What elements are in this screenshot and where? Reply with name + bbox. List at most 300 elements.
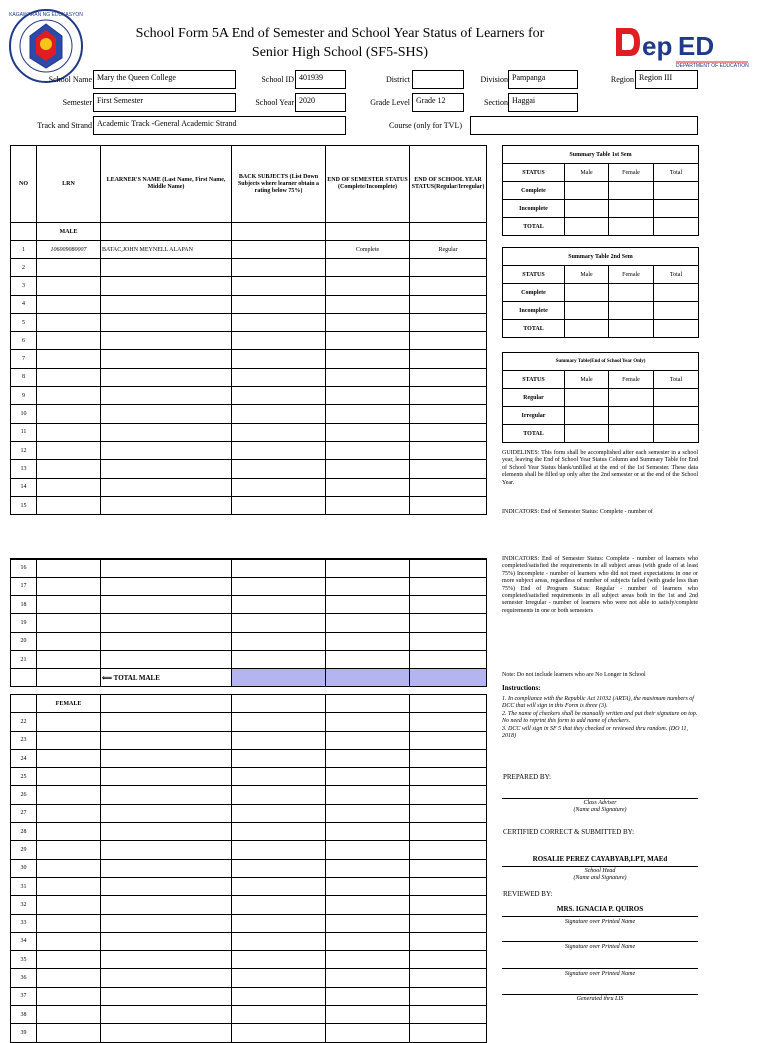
row-lrn[interactable] xyxy=(37,350,101,368)
row-sem-status[interactable] xyxy=(326,423,410,441)
head-name-sig-caption: (Name and Signature) xyxy=(573,875,627,881)
row-sy-status[interactable] xyxy=(410,786,487,804)
row-back-subjects[interactable] xyxy=(232,460,326,478)
row-back-subjects[interactable] xyxy=(232,241,326,259)
row-sem-status[interactable]: Complete xyxy=(326,241,410,259)
row-sem-status[interactable] xyxy=(326,987,410,1005)
row-lrn[interactable] xyxy=(37,577,101,595)
row-learner-name[interactable] xyxy=(101,368,232,386)
row-learner-name[interactable] xyxy=(101,577,232,595)
row-learner-name[interactable] xyxy=(101,405,232,423)
row-sem-status[interactable] xyxy=(326,859,410,877)
row-sem-status[interactable] xyxy=(326,804,410,822)
row-no: 38 xyxy=(11,1006,37,1024)
row-sem-status[interactable] xyxy=(326,749,410,767)
row-no: 27 xyxy=(11,804,37,822)
row-sy-status[interactable] xyxy=(410,313,487,331)
row-lrn[interactable] xyxy=(37,387,101,405)
row-learner-name[interactable] xyxy=(101,259,232,277)
row-sy-status[interactable] xyxy=(410,1006,487,1024)
row-no: 7 xyxy=(11,350,37,368)
row-no: 2 xyxy=(11,259,37,277)
row-sem-status[interactable] xyxy=(326,632,410,650)
summary-table-1st-sem xyxy=(502,145,699,236)
table-row[interactable] xyxy=(11,350,487,368)
row-sem-status[interactable] xyxy=(326,786,410,804)
indicators-cut-text: INDICATORS: End of Semester Status: Complete - number of xyxy=(502,509,653,515)
table-row[interactable] xyxy=(11,478,487,496)
row-learner-name[interactable] xyxy=(101,478,232,496)
adviser-signature-line[interactable] xyxy=(502,798,698,799)
row-sy-status[interactable] xyxy=(410,731,487,749)
row-sem-status[interactable] xyxy=(326,460,410,478)
table-row[interactable] xyxy=(11,987,487,1005)
row-back-subjects[interactable] xyxy=(232,496,326,514)
row-back-subjects[interactable] xyxy=(232,368,326,386)
checker-signature-line-2[interactable] xyxy=(502,941,698,942)
row-sy-status[interactable] xyxy=(410,749,487,767)
row-learner-name[interactable] xyxy=(101,332,232,350)
row-sem-status[interactable] xyxy=(326,1024,410,1042)
row-lrn[interactable] xyxy=(37,804,101,822)
row-lrn[interactable] xyxy=(37,423,101,441)
region-label: Region xyxy=(610,75,634,84)
row-sy-status[interactable] xyxy=(410,841,487,859)
table-row[interactable] xyxy=(11,614,487,632)
table-row[interactable] xyxy=(11,896,487,914)
row-back-subjects[interactable] xyxy=(232,332,326,350)
row-learner-name[interactable] xyxy=(101,804,232,822)
row-learner-name[interactable] xyxy=(101,896,232,914)
row-learner-name[interactable] xyxy=(101,387,232,405)
row-lrn[interactable] xyxy=(37,313,101,331)
row-back-subjects[interactable] xyxy=(232,786,326,804)
row-sy-status[interactable] xyxy=(410,987,487,1005)
row-lrn[interactable] xyxy=(37,713,101,731)
table-row[interactable] xyxy=(11,632,487,650)
row-back-subjects[interactable] xyxy=(232,896,326,914)
row-sy-status[interactable] xyxy=(410,387,487,405)
table-row[interactable] xyxy=(11,596,487,614)
district-field[interactable] xyxy=(412,70,464,89)
row-back-subjects[interactable] xyxy=(232,441,326,459)
row-learner-name[interactable] xyxy=(101,932,232,950)
row-lrn[interactable] xyxy=(37,441,101,459)
row-back-subjects[interactable] xyxy=(232,313,326,331)
row-sy-status[interactable] xyxy=(410,768,487,786)
row-no: 12 xyxy=(11,441,37,459)
table-row[interactable] xyxy=(11,768,487,786)
row-lrn[interactable] xyxy=(37,460,101,478)
row-sy-status[interactable] xyxy=(410,614,487,632)
row-lrn[interactable] xyxy=(37,478,101,496)
summary1-title: Summary Table 1st Sem xyxy=(503,146,699,164)
learners-table-page2 xyxy=(10,558,487,1043)
table-row[interactable] xyxy=(11,841,487,859)
row-lrn[interactable] xyxy=(37,786,101,804)
row-learner-name[interactable] xyxy=(101,1024,232,1042)
row-no: 10 xyxy=(11,405,37,423)
row-lrn[interactable] xyxy=(37,1006,101,1024)
row-sy-status[interactable] xyxy=(410,823,487,841)
row-sy-status[interactable] xyxy=(410,577,487,595)
table-row[interactable] xyxy=(11,914,487,932)
school-year-field[interactable]: 2020 xyxy=(295,93,346,112)
row-no: 31 xyxy=(11,877,37,895)
row-sem-status[interactable] xyxy=(326,731,410,749)
row-lrn[interactable] xyxy=(37,859,101,877)
form-title-line2: Senior High School (SF5-SHS) xyxy=(251,45,429,60)
col-header-name: LEARNER'S NAME (Last Name, First Name, Middle Name) xyxy=(101,146,232,223)
school-name-label: School Name xyxy=(48,75,92,84)
row-sy-status[interactable]: Regular xyxy=(410,241,487,259)
row-learner-name[interactable] xyxy=(101,559,232,577)
school-head-caption: School Head xyxy=(584,868,616,874)
row-lrn[interactable] xyxy=(37,749,101,767)
row-no: 18 xyxy=(11,596,37,614)
row-learner-name[interactable] xyxy=(101,786,232,804)
row-lrn[interactable]: 106009080007 xyxy=(37,241,101,259)
row-sy-status[interactable] xyxy=(410,423,487,441)
table-row[interactable] xyxy=(11,1006,487,1024)
row-lrn[interactable] xyxy=(37,277,101,295)
row-back-subjects[interactable] xyxy=(232,804,326,822)
row-sem-status[interactable] xyxy=(326,932,410,950)
row-back-subjects[interactable] xyxy=(232,596,326,614)
col-header-back-subjects: BACK SUBJECTS (List Down Subjects where learner obtain a rating below 75%) xyxy=(232,146,326,223)
row-sem-status[interactable] xyxy=(326,577,410,595)
table-row[interactable] xyxy=(11,650,487,668)
row-sem-status[interactable] xyxy=(326,614,410,632)
row-sy-status[interactable] xyxy=(410,295,487,313)
row-sem-status[interactable] xyxy=(326,559,410,577)
row-back-subjects[interactable] xyxy=(232,969,326,987)
row-no: 24 xyxy=(11,749,37,767)
table-row[interactable] xyxy=(11,423,487,441)
total-male-back xyxy=(232,669,326,687)
row-sy-status[interactable] xyxy=(410,713,487,731)
row-back-subjects[interactable] xyxy=(232,614,326,632)
row-lrn[interactable] xyxy=(37,650,101,668)
row-back-subjects[interactable] xyxy=(232,932,326,950)
row-lrn[interactable] xyxy=(37,969,101,987)
division-field[interactable]: Pampanga xyxy=(508,70,578,89)
row-learner-name[interactable] xyxy=(101,987,232,1005)
row-no: 3 xyxy=(11,277,37,295)
row-back-subjects[interactable] xyxy=(232,987,326,1005)
row-lrn[interactable] xyxy=(37,405,101,423)
row-sy-status[interactable] xyxy=(410,632,487,650)
row-lrn[interactable] xyxy=(37,1024,101,1042)
row-sy-status[interactable] xyxy=(410,277,487,295)
summary2-row-total: TOTAL xyxy=(503,320,565,338)
row-sy-status[interactable] xyxy=(410,932,487,950)
row-no: 23 xyxy=(11,731,37,749)
row-sem-status[interactable] xyxy=(326,768,410,786)
table-row[interactable] xyxy=(11,332,487,350)
summary1-row-total: TOTAL xyxy=(503,218,565,236)
row-back-subjects[interactable] xyxy=(232,350,326,368)
row-sem-status[interactable] xyxy=(326,969,410,987)
table-row[interactable] xyxy=(11,859,487,877)
table-row[interactable] xyxy=(11,259,487,277)
row-sy-status[interactable] xyxy=(410,350,487,368)
summary3-col-total: Total xyxy=(654,371,699,389)
row-back-subjects[interactable] xyxy=(232,914,326,932)
row-sy-status[interactable] xyxy=(410,650,487,668)
head-signature-line[interactable] xyxy=(502,866,698,867)
row-sem-status[interactable] xyxy=(326,259,410,277)
row-sem-status[interactable] xyxy=(326,951,410,969)
row-learner-name[interactable] xyxy=(101,731,232,749)
table-row[interactable] xyxy=(11,713,487,731)
row-lrn[interactable] xyxy=(37,932,101,950)
table-row[interactable] xyxy=(11,786,487,804)
row-back-subjects[interactable] xyxy=(232,731,326,749)
table-row[interactable] xyxy=(11,441,487,459)
row-back-subjects[interactable] xyxy=(232,768,326,786)
table-row[interactable] xyxy=(11,313,487,331)
school-name-field[interactable]: Mary the Queen College xyxy=(93,70,236,89)
row-back-subjects[interactable] xyxy=(232,478,326,496)
row-learner-name[interactable] xyxy=(101,423,232,441)
row-learner-name[interactable] xyxy=(101,632,232,650)
row-sy-status[interactable] xyxy=(410,859,487,877)
row-lrn[interactable] xyxy=(37,596,101,614)
row-back-subjects[interactable] xyxy=(232,749,326,767)
grade-level-label: Grade Level xyxy=(370,98,410,107)
row-sem-status[interactable] xyxy=(326,441,410,459)
row-learner-name[interactable] xyxy=(101,768,232,786)
row-back-subjects[interactable] xyxy=(232,632,326,650)
summary1-row-complete: Complete xyxy=(503,182,565,200)
row-learner-name[interactable] xyxy=(101,496,232,514)
section-field[interactable]: Haggai xyxy=(508,93,578,112)
row-sem-status[interactable] xyxy=(326,713,410,731)
row-sy-status[interactable] xyxy=(410,1024,487,1042)
row-learner-name[interactable] xyxy=(101,277,232,295)
track-field[interactable]: Academic Track -General Academic Strand xyxy=(93,116,346,135)
region-field[interactable]: Region III xyxy=(635,70,698,89)
row-back-subjects[interactable] xyxy=(232,423,326,441)
row-sem-status[interactable] xyxy=(326,350,410,368)
row-learner-name[interactable] xyxy=(101,1006,232,1024)
summary1-col-male: Male xyxy=(565,164,609,182)
row-lrn[interactable] xyxy=(37,987,101,1005)
row-lrn[interactable] xyxy=(37,295,101,313)
semester-field[interactable]: First Semester xyxy=(93,93,236,112)
table-row[interactable] xyxy=(11,877,487,895)
row-sem-status[interactable] xyxy=(326,841,410,859)
row-learner-name[interactable] xyxy=(101,350,232,368)
row-learner-name[interactable] xyxy=(101,749,232,767)
table-row[interactable] xyxy=(11,577,487,595)
row-lrn[interactable] xyxy=(37,731,101,749)
summary-table-end-of-year xyxy=(502,352,699,443)
row-sem-status[interactable] xyxy=(326,313,410,331)
row-sem-status[interactable] xyxy=(326,496,410,514)
row-sy-status[interactable] xyxy=(410,804,487,822)
row-back-subjects[interactable] xyxy=(232,559,326,577)
row-lrn[interactable] xyxy=(37,841,101,859)
table-row[interactable] xyxy=(11,405,487,423)
row-back-subjects[interactable] xyxy=(232,713,326,731)
row-learner-name[interactable] xyxy=(101,713,232,731)
table-row[interactable] xyxy=(11,731,487,749)
row-lrn[interactable] xyxy=(37,914,101,932)
form-title xyxy=(120,24,560,62)
row-sy-status[interactable] xyxy=(410,259,487,277)
row-sem-status[interactable] xyxy=(326,332,410,350)
row-lrn[interactable] xyxy=(37,877,101,895)
row-sy-status[interactable] xyxy=(410,368,487,386)
female-section-label: FEMALE xyxy=(37,695,101,713)
row-back-subjects[interactable] xyxy=(232,650,326,668)
row-back-subjects[interactable] xyxy=(232,405,326,423)
col-header-no: NO xyxy=(11,146,37,223)
reviewer-signature-line[interactable] xyxy=(502,916,698,917)
row-sy-status[interactable] xyxy=(410,460,487,478)
row-lrn[interactable] xyxy=(37,614,101,632)
summary1-col-total: Total xyxy=(654,164,699,182)
row-back-subjects[interactable] xyxy=(232,577,326,595)
row-learner-name[interactable] xyxy=(101,969,232,987)
row-lrn[interactable] xyxy=(37,332,101,350)
row-sy-status[interactable] xyxy=(410,332,487,350)
note-text: Note: Do not include learners who are No Longer in School xyxy=(502,672,646,678)
row-learner-name[interactable] xyxy=(101,295,232,313)
table-row[interactable] xyxy=(11,804,487,822)
row-back-subjects[interactable] xyxy=(232,295,326,313)
row-sy-status[interactable] xyxy=(410,405,487,423)
row-lrn[interactable] xyxy=(37,259,101,277)
row-learner-name[interactable] xyxy=(101,823,232,841)
table-row[interactable] xyxy=(11,368,487,386)
summary3-col-status: STATUS xyxy=(503,371,565,389)
row-sem-status[interactable] xyxy=(326,877,410,895)
guidelines-text: GUIDELINES: This form shall be accomplished after each semester in a school year, leaving the End of School Year Status Column and Summary Table for End of School Year Status blank/unfilled at the end of the 1st Semester. These data elements shall be filled up only after the 2nd semester or at the end of the School Year. xyxy=(502,450,698,486)
row-sy-status[interactable] xyxy=(410,441,487,459)
table-row[interactable] xyxy=(11,559,487,577)
row-learner-name[interactable] xyxy=(101,460,232,478)
row-sem-status[interactable] xyxy=(326,914,410,932)
row-lrn[interactable] xyxy=(37,496,101,514)
row-sem-status[interactable] xyxy=(326,405,410,423)
table-row[interactable] xyxy=(11,277,487,295)
row-sem-status[interactable] xyxy=(326,1006,410,1024)
row-learner-name[interactable] xyxy=(101,313,232,331)
row-sy-status[interactable] xyxy=(410,896,487,914)
row-no: 6 xyxy=(11,332,37,350)
row-sy-status[interactable] xyxy=(410,969,487,987)
table-row[interactable] xyxy=(11,295,487,313)
row-learner-name[interactable] xyxy=(101,841,232,859)
row-sem-status[interactable] xyxy=(326,650,410,668)
row-lrn[interactable] xyxy=(37,896,101,914)
table-row[interactable] xyxy=(11,749,487,767)
table-row[interactable] xyxy=(11,460,487,478)
row-no: 13 xyxy=(11,460,37,478)
row-back-subjects[interactable] xyxy=(232,877,326,895)
row-learner-name[interactable] xyxy=(101,877,232,895)
row-learner-name[interactable]: BATAC,JOHN MEYNELL ALAPAN xyxy=(101,241,232,259)
row-learner-name[interactable] xyxy=(101,914,232,932)
summary2-col-status: STATUS xyxy=(503,266,565,284)
table-row[interactable] xyxy=(11,969,487,987)
row-sem-status[interactable] xyxy=(326,823,410,841)
row-sy-status[interactable] xyxy=(410,951,487,969)
row-no: 19 xyxy=(11,614,37,632)
row-sem-status[interactable] xyxy=(326,387,410,405)
row-sem-status[interactable] xyxy=(326,478,410,496)
row-sem-status[interactable] xyxy=(326,295,410,313)
row-sy-status[interactable] xyxy=(410,478,487,496)
table-row[interactable] xyxy=(11,932,487,950)
row-sy-status[interactable] xyxy=(410,877,487,895)
grade-level-field[interactable]: Grade 12 xyxy=(412,93,464,112)
table-row[interactable] xyxy=(11,496,487,514)
table-row[interactable] xyxy=(11,241,487,259)
row-back-subjects[interactable] xyxy=(232,387,326,405)
row-sy-status[interactable] xyxy=(410,559,487,577)
row-sy-status[interactable] xyxy=(410,914,487,932)
row-learner-name[interactable] xyxy=(101,650,232,668)
row-lrn[interactable] xyxy=(37,559,101,577)
row-back-subjects[interactable] xyxy=(232,951,326,969)
row-learner-name[interactable] xyxy=(101,441,232,459)
row-sy-status[interactable] xyxy=(410,496,487,514)
school-id-field[interactable]: 401939 xyxy=(295,70,346,89)
row-lrn[interactable] xyxy=(37,368,101,386)
row-learner-name[interactable] xyxy=(101,859,232,877)
row-learner-name[interactable] xyxy=(101,951,232,969)
row-back-subjects[interactable] xyxy=(232,823,326,841)
row-lrn[interactable] xyxy=(37,768,101,786)
total-male-label xyxy=(101,669,232,687)
row-back-subjects[interactable] xyxy=(232,259,326,277)
summary2-title: Summary Table 2nd Sem xyxy=(503,248,699,266)
learners-table-page1 xyxy=(10,145,487,515)
table-row[interactable] xyxy=(11,387,487,405)
row-sem-status[interactable] xyxy=(326,596,410,614)
total-male-sem xyxy=(326,669,410,687)
row-lrn[interactable] xyxy=(37,951,101,969)
course-field[interactable] xyxy=(470,116,698,135)
row-sem-status[interactable] xyxy=(326,896,410,914)
row-back-subjects[interactable] xyxy=(232,1006,326,1024)
summary2-col-male: Male xyxy=(565,266,609,284)
row-back-subjects[interactable] xyxy=(232,1024,326,1042)
summary3-row-total: TOTAL xyxy=(503,425,565,443)
table-row[interactable] xyxy=(11,1024,487,1042)
table-row[interactable] xyxy=(11,951,487,969)
summary3-row-regular: Regular xyxy=(503,389,565,407)
row-no: 37 xyxy=(11,987,37,1005)
checker-signature-line-3[interactable] xyxy=(502,968,698,969)
table-row[interactable] xyxy=(11,823,487,841)
row-learner-name[interactable] xyxy=(101,614,232,632)
row-back-subjects[interactable] xyxy=(232,841,326,859)
row-lrn[interactable] xyxy=(37,823,101,841)
summary2-row-incomplete: Incomplete xyxy=(503,302,565,320)
row-learner-name[interactable] xyxy=(101,596,232,614)
row-sem-status[interactable] xyxy=(326,277,410,295)
row-sem-status[interactable] xyxy=(326,368,410,386)
row-back-subjects[interactable] xyxy=(232,859,326,877)
row-lrn[interactable] xyxy=(37,632,101,650)
row-back-subjects[interactable] xyxy=(232,277,326,295)
row-sy-status[interactable] xyxy=(410,596,487,614)
